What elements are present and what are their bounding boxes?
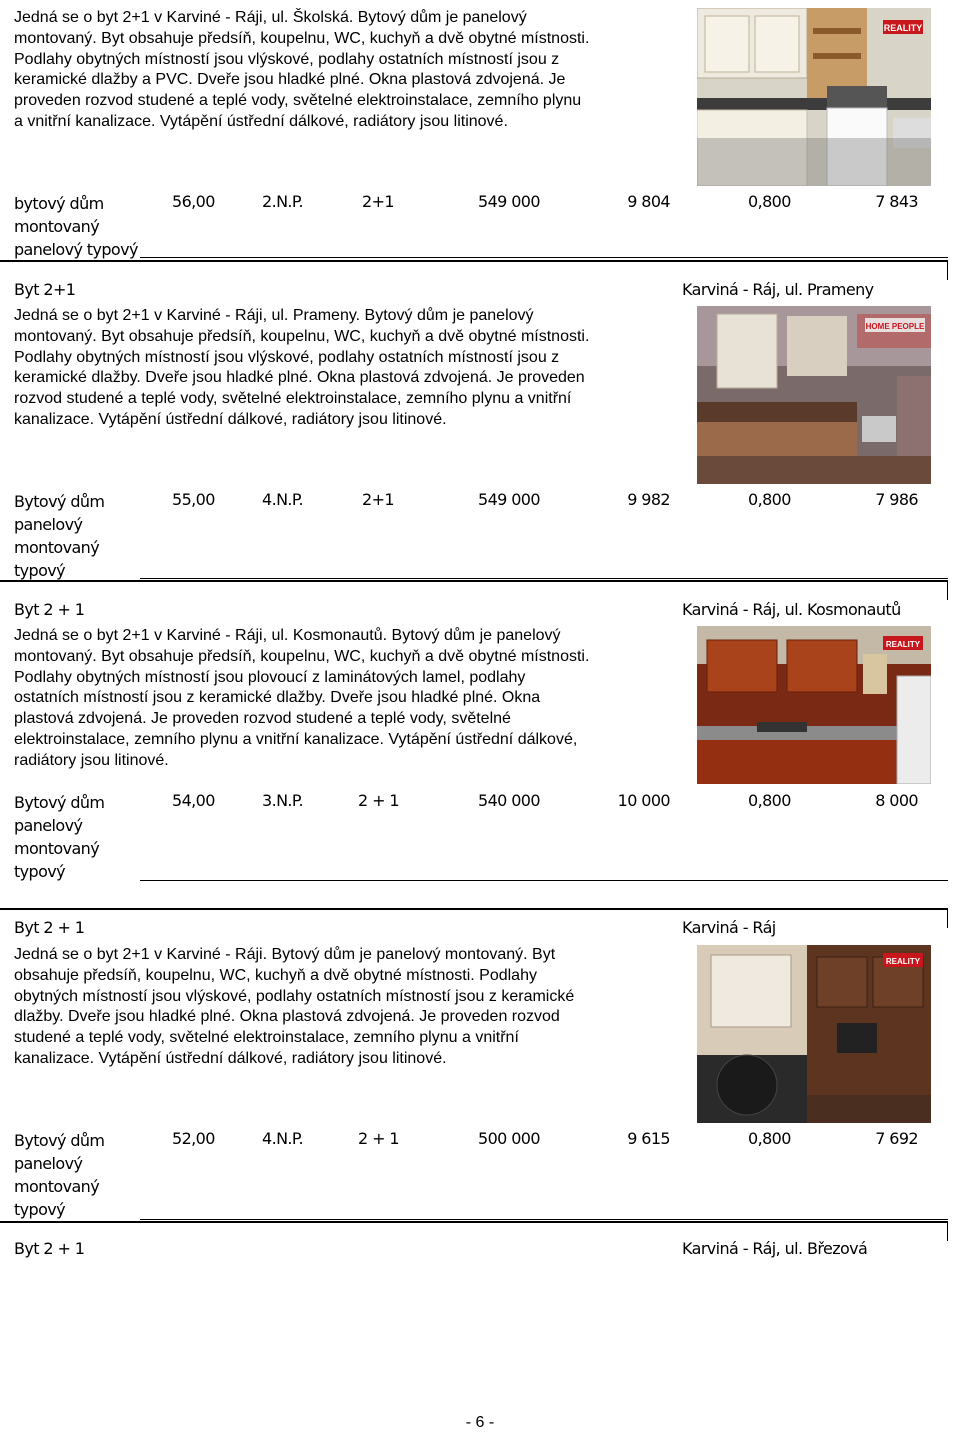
- listing-4-location: Karviná - Ráj: [682, 918, 776, 937]
- listing-separator: [0, 1221, 948, 1223]
- listing-separator: [0, 580, 948, 582]
- listing-separator: [0, 260, 948, 262]
- listing-2-description: Jedná se o byt 2+1 v Karviné - Ráji, ul. Prameny. Bytový dům je panelový montovaný. Byt obsahuje předsíň, koupelnu, WC, kuchyň a dvě obytné místnosti. Podlahy obytných místností jsou vlýskové, podlahy ostatních místností jsou z keramické dlažby. Dveře jsou hladké plné. Okna plastová zdvojená. Je proveden rozvod studené a teplé vody, světelné elektroinstalace, zemního plynu a vnitřní kanalizace. Vytápění ústřední dálkové, radiátory jsou litinové.: [14, 307, 590, 428]
- listing-2-coefficient: 0,800: [748, 490, 791, 509]
- listing-4-photo-watermark: REALITY: [885, 957, 921, 966]
- type-line: panelový: [14, 1154, 83, 1173]
- listing-separator: [0, 908, 948, 910]
- listing-3-type: [14, 791, 104, 883]
- type-line: typový: [14, 561, 66, 580]
- listing-1-price: 549 000: [478, 192, 540, 211]
- row-underline: [140, 578, 948, 579]
- listing-3-photo-watermark: REALITY: [885, 640, 921, 649]
- type-line: montovaný: [14, 217, 100, 236]
- listing-3-location: Karviná - Ráj, ul. Kosmonautů: [682, 600, 901, 619]
- listing-2-price: 549 000: [478, 490, 540, 509]
- listing-3-price: 540 000: [478, 791, 540, 810]
- listing-box-edge: [947, 260, 948, 280]
- type-line: panelový: [14, 515, 83, 534]
- listing-2-photo: [697, 306, 931, 484]
- listing-1-layout: 2+1: [362, 192, 394, 211]
- listing-2-heading: Byt 2+1: [14, 280, 76, 299]
- listing-1-adjusted: 7 843: [875, 192, 918, 211]
- row-underline: [140, 257, 948, 258]
- listing-1-description: Jedná se o byt 2+1 v Karviné - Ráji, ul. Školská. Bytový dům je panelový montovaný. Byt obsahuje předsíň, koupelnu, WC, kuchyň a dvě obytné místnosti. Podlahy obytných místností jsou vlýskové, podlahy ostatních místností jsou z keramické dlažby a PVC. Dveře jsou hladké plné. Okna plastová zdvojená. Je proveden rozvod studené a teplé vody, světelné elektroinstalace, zemního plynu a vnitřní kanalizace. Vytápění ústřední dálkové, radiátory jsou litinové.: [14, 9, 590, 130]
- listing-3-layout: 2 + 1: [358, 791, 399, 810]
- listing-3-photo: [697, 626, 931, 784]
- listing-4-floor: 4.N.P.: [262, 1129, 303, 1148]
- type-line: montovaný: [14, 1177, 100, 1196]
- listing-2-location: Karviná - Ráj, ul. Prameny: [682, 280, 874, 299]
- listing-box-edge: [947, 1221, 948, 1241]
- listing-1-price-per-m2: 9 804: [627, 192, 670, 211]
- listing-5-heading: Byt 2 + 1: [14, 1239, 85, 1258]
- listing-2-price-per-m2: 9 982: [627, 490, 670, 509]
- listing-4-price: 500 000: [478, 1129, 540, 1148]
- listing-5-location: Karviná - Ráj, ul. Březová: [682, 1239, 868, 1258]
- type-line: typový: [14, 1200, 66, 1219]
- listing-3-coefficient: 0,800: [748, 791, 791, 810]
- listing-box-edge: [947, 580, 948, 600]
- row-underline: [140, 880, 948, 881]
- page-number: - 6 -: [465, 1414, 495, 1431]
- listing-2-floor: 4.N.P.: [262, 490, 303, 509]
- listing-1-type: [14, 192, 138, 261]
- type-line: panelový typový: [14, 240, 138, 259]
- type-line: panelový: [14, 816, 83, 835]
- listing-4-type: [14, 1129, 104, 1221]
- type-line: Bytový dům: [14, 793, 105, 812]
- listing-4-description: Jedná se o byt 2+1 v Karviné - Ráji. Bytový dům je panelový montovaný. Byt obsahuje předsíň, koupelnu, WC, kuchyň a dvě obytné místnosti. Podlahy obytných místností jsou vlýskové, podlahy ostatních místností jsou z keramické dlažby. Dveře jsou hladké plné. Okna plastová zdvojená. Je proveden rozvod studené a teplé vody, světelné elektroinstalace, zemního plynu a vnitřní kanalizace. Vytápění ústřední dálkové, radiátory jsou litinové.: [14, 946, 575, 1067]
- listing-4-photo: [697, 945, 931, 1123]
- listing-1-coefficient: 0,800: [748, 192, 791, 211]
- listing-1-floor: 2.N.P.: [262, 192, 303, 211]
- listing-1-area: 56,00: [172, 192, 215, 211]
- listing-2-adjusted: 7 986: [875, 490, 918, 509]
- type-line: typový: [14, 862, 66, 881]
- listing-1-photo: [697, 8, 931, 186]
- type-line: Bytový dům: [14, 492, 105, 511]
- listing-3-floor: 3.N.P.: [262, 791, 303, 810]
- type-line: montovaný: [14, 538, 100, 557]
- listing-1-photo-watermark: REALITY: [883, 23, 923, 33]
- listing-2-type: [14, 490, 104, 582]
- type-line: montovaný: [14, 839, 100, 858]
- listing-4-layout: 2 + 1: [358, 1129, 399, 1148]
- listing-2-area: 55,00: [172, 490, 215, 509]
- listing-4-coefficient: 0,800: [748, 1129, 791, 1148]
- row-underline: [140, 1219, 948, 1220]
- listing-3-heading: Byt 2 + 1: [14, 600, 85, 619]
- listing-3-price-per-m2: 10 000: [617, 791, 670, 810]
- listing-3-description: Jedná se o byt 2+1 v Karviné - Ráji, ul. Kosmonautů. Bytový dům je panelový montovaný. Byt obsahuje předsíň, koupelnu, WC, kuchyň a dvě obytné místnosti. Podlahy obytných místností jsou plovoucí z laminátových lamel, podlahy ostatních místností jsou z keramické dlažby. Dveře jsou hladké plné. Okna plastová zdvojená. Je proveden rozvod studené a teplé vody, světelné elektroinstalace, zemního plynu a vnitřní kanalizace. Vytápění ústřední dálkové, radiátory jsou litinové.: [14, 627, 590, 769]
- listing-3-adjusted: 8 000: [875, 791, 918, 810]
- listing-2-layout: 2+1: [362, 490, 394, 509]
- listing-4-area: 52,00: [172, 1129, 215, 1148]
- type-line: Bytový dům: [14, 1131, 105, 1150]
- listing-4-heading: Byt 2 + 1: [14, 918, 85, 937]
- listing-3-area: 54,00: [172, 791, 215, 810]
- type-line: bytový dům: [14, 194, 104, 213]
- listing-2-photo-watermark: HOME PEOPLE: [865, 322, 925, 331]
- listing-box-edge: [947, 908, 948, 928]
- listing-4-price-per-m2: 9 615: [627, 1129, 670, 1148]
- listing-4-adjusted: 7 692: [875, 1129, 918, 1148]
